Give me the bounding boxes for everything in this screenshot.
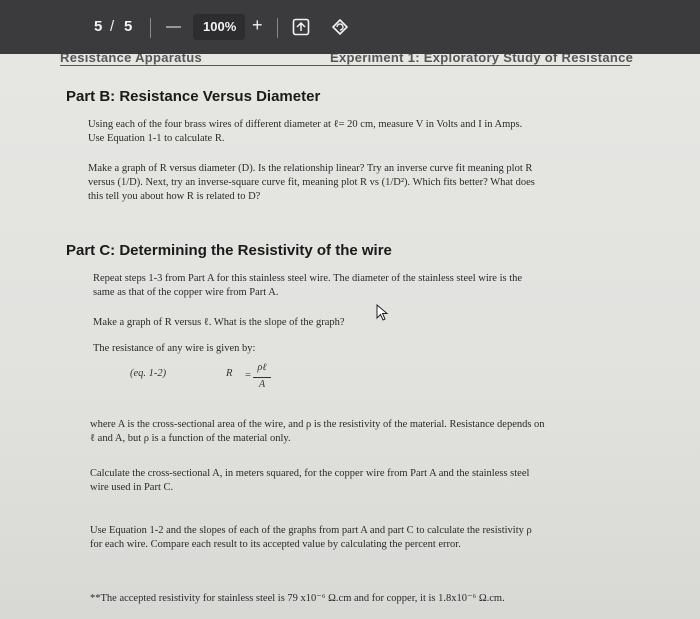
text-line: Use Equation 1-2 and the slopes of each of the graphs from part A and part C to calculate the resistivity ρ [90, 525, 532, 536]
equation-numerator: ρℓ [257, 362, 267, 373]
header-right: Experiment 1: Exploratory Study of Resistance [330, 54, 634, 65]
accepted-resistivity-note: **The accepted resistivity for stainless steel is 79 x10⁻⁶ Ω.cm and for copper, it is 1.8x10⁻⁶ Ω.cm. [90, 593, 505, 604]
text-line: Make a graph of R versus diameter (D). Is the relationship linear? Try an inverse curve fit meaning plot R [88, 163, 533, 174]
part-c-paragraph-2: Make a graph of R versus ℓ. What is the slope of the graph? [93, 317, 345, 328]
text-line: Repeat steps 1-3 from Part A for this stainless steel wire. The diameter of the stainless steel wire is the [93, 273, 523, 284]
text-line: same as that of the copper wire from Part A. [93, 287, 279, 298]
text-line: for each wire. Compare each result to its accepted value by calculating the percent error. [90, 539, 461, 550]
zoom-in-button[interactable]: + [252, 15, 263, 35]
text-line: ℓ and A, but ρ is a function of the material only. [90, 433, 291, 444]
zoom-out-button[interactable]: — [166, 18, 181, 35]
fit-page-icon[interactable] [292, 18, 310, 41]
text-line: wire used in Part C. [90, 482, 174, 493]
mouse-cursor-icon [376, 304, 390, 322]
part-c-paragraph-4 [90, 418, 545, 446]
part-b-paragraph-1 [88, 118, 522, 146]
part-c-paragraph-3: The resistance of any wire is given by: [93, 343, 256, 354]
text-line: this tell you about how R is related to D? [88, 191, 261, 202]
page-current[interactable]: 5 [94, 18, 103, 35]
running-header [0, 54, 700, 66]
text-line: Use Equation 1-1 to calculate R. [88, 133, 225, 144]
header-left: Resistance Apparatus [60, 54, 203, 65]
part-c-paragraph-1 [93, 272, 522, 300]
part-c-paragraph-5 [90, 467, 529, 495]
rotate-icon[interactable] [330, 17, 350, 42]
page-separator: / [110, 18, 115, 35]
zoom-level[interactable]: 100% [203, 19, 237, 34]
equation-equals: = [245, 370, 251, 381]
header-rule [60, 65, 630, 66]
equation-label: (eq. 1-2) [130, 368, 167, 379]
text-line: versus (1/D). Next, try an inverse-square curve fit, meaning plot R vs (1/D²). Which fits better? What does [88, 177, 535, 188]
equation-denominator: A [258, 379, 266, 390]
part-c-paragraph-6 [90, 524, 532, 552]
text-line: where A is the cross-sectional area of the wire, and ρ is the resistivity of the material. Resistance depends on [90, 419, 545, 430]
fraction-bar [253, 377, 271, 378]
text-line: Calculate the cross-sectional A, in meters squared, for the copper wire from Part A and the stainless steel [90, 468, 530, 479]
equation-lhs: R [226, 368, 233, 379]
part-b-paragraph-2 [88, 162, 535, 204]
text-line: Using each of the four brass wires of different diameter at ℓ= 20 cm, measure V in Volts and I in Amps. [88, 119, 523, 130]
document-page [0, 54, 700, 619]
part-b-title: Part B: Resistance Versus Diameter [66, 88, 321, 105]
page-total: 5 [124, 18, 133, 35]
part-c-title: Part C: Determining the Resistivity of the wire [66, 242, 392, 259]
pdf-toolbar [0, 0, 700, 54]
toolbar-divider [277, 18, 278, 38]
toolbar-divider [150, 18, 151, 38]
